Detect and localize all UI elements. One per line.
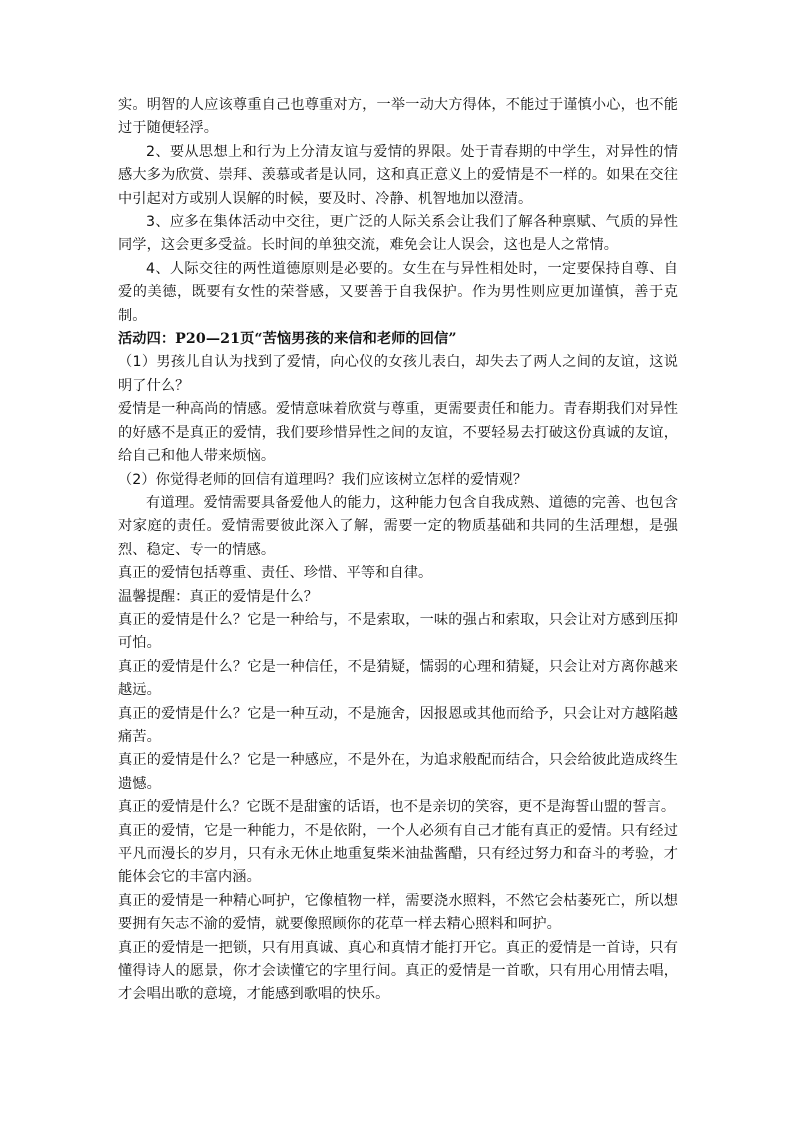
paragraph: 2、要从思想上和行为上分清友谊与爱情的界限。处于青春期的中学生，对异性的情感大多为欣赏、崇拜、羡慕或者是认同，这和真正意义上的爱情是不一样的。如果在交往中引起对方或别人误解的时候，要及时、冷静、机智地加以澄清。 [118, 143, 678, 207]
paragraph: 真正的爱情是什么？它是一种信任，不是猜疑，懦弱的心理和猜疑，只会让对方离你越来越远。 [118, 658, 678, 699]
paragraph: 3、应多在集体活动中交往，更广泛的人际关系会让我们了解各种禀赋、气质的异性同学，这会更多受益。长时间的单独交流，难免会让人误会，这也是人之常情。 [118, 214, 678, 254]
question: （1）男孩儿自认为找到了爱情，向心仪的女孩儿表白，却失去了两人之间的友谊，这说明了什么？ [118, 354, 678, 394]
paragraph: 4、人际交往的两性道德原则是必要的。女生在与异性相处时，一定要保持自尊、自爱的美德，既要有女性的荣誉感，又要善于自我保护。作为男性则应更加谨慎，善于克制。 [118, 260, 678, 324]
paragraph: 真正的爱情，它是一种能力，不是依附，一个人必须有自己才能有真正的爱情。只有经过平凡而漫长的岁月，只有永无休止地重复柴米油盐酱醋，只有经过努力和奋斗的考验，才能体会它的丰富内涵。 [118, 822, 678, 886]
paragraph: 真正的爱情是什么？它是一种互动，不是施舍，因报恩或其他而给予，只会让对方越陷越痛苦。 [118, 705, 678, 745]
paragraph: 真正的爱情是什么？它既不是甜蜜的话语，也不是亲切的笑容，更不是海誓山盟的誓言。 [118, 799, 676, 816]
paragraph: 实。明智的人应该尊重自己也尊重对方，一举一动大方得体，不能过于谨慎小心，也不能过于随便轻浮。 [118, 97, 678, 137]
answer: 有道理。爱情需要具备爱他人的能力，这种能力包含自我成熟、道德的完善、也包含对家庭的责任。爱情需要彼此深入了解，需要一定的物质基础和共同的生活理想，是强烈、稳定、专一的情感。 [118, 494, 678, 558]
paragraph: 真正的爱情包括尊重、责任、珍惜、平等和自律。 [118, 565, 433, 582]
document-page [118, 94, 678, 1007]
paragraph: 真正的爱情是什么？它是一种感应，不是外在，为追求般配而结合，只会给彼此造成终生遗憾。 [118, 752, 678, 792]
paragraph: 真正的爱情是一把锁，只有用真诚、真心和真情才能打开它。真正的爱情是一首诗，只有懂得诗人的愿景，你才会读懂它的字里行间。真正的爱情是一首歌，只有用心用情去唱，才会唱出歌的意境，才能感到歌唱的快乐。 [118, 939, 678, 1003]
paragraph: 真正的爱情是什么？它是一种给与，不是索取，一味的强占和索取，只会让对方感到压抑可怕。 [118, 611, 678, 652]
question: （2）你觉得老师的回信有道理吗？我们应该树立怎样的爱情观？ [118, 471, 528, 488]
section-heading: 活动四：P20—21页“苦恼男孩的来信和老师的回信” [118, 331, 457, 348]
paragraph: 真正的爱情是一种精心呵护，它像植物一样，需要浇水照料，不然它会枯萎死亡，所以想要拥有矢志不渝的爱情，就要像照顾你的花草一样去精心照料和呵护。 [118, 892, 678, 933]
answer: 爱情是一种高尚的情感。爱情意味着欣赏与尊重，更需要责任和能力。青春期我们对异性的好感不是真正的爱情，我们要珍惜异性之间的友谊，不要轻易去打破这份真诚的友谊，给自己和他人带来烦恼。 [118, 401, 678, 465]
reminder-title: 温馨提醒：真正的爱情是什么？ [118, 588, 319, 605]
